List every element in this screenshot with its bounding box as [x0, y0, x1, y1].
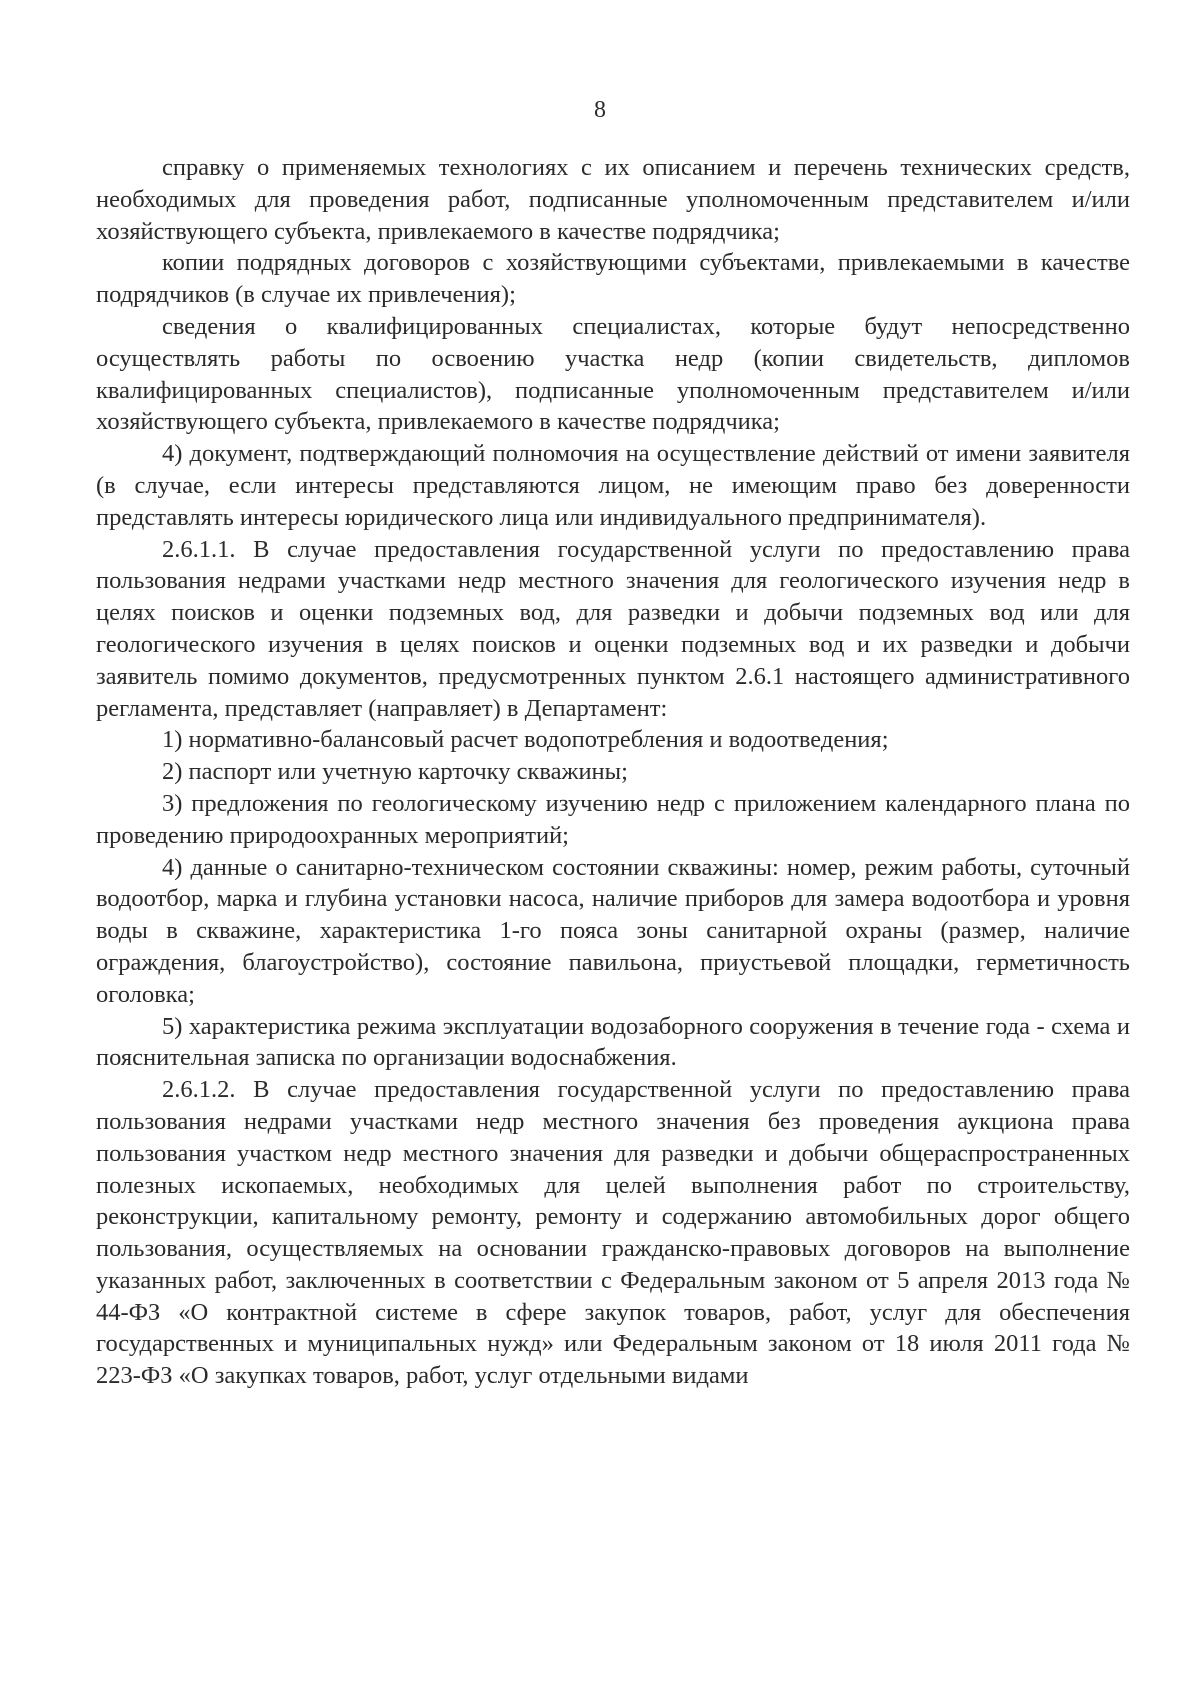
paragraph-2-6-1-2: 2.6.1.2. В случае предоставления государственной услуги по предоставлению права пользования недрами участками недр местного значения без проведения аукциона права пользования участком недр местного значения для разведки и добычи общераспространенных полезных ископаемых, необходимых для целей выполнения работ по строительству, реконструкции, капитальному ремонту, ремонту и содержанию автомобильных дорог общего пользования, осуществляемых на основании гражданско-правовых договоров на выполнение указанных работ, заключенных в соответствии с Федеральным законом от 5 апреля 2013 года № 44-ФЗ «О контрактной системе в сфере закупок товаров, работ, услуг для обеспечения государственных и муниципальных нужд» или Федеральным законом от 18 июля 2011 года № 223-ФЗ «О закупках товаров, работ, услуг отдельными видами — [96, 1076, 1130, 1390]
paragraph-item-4-authority-document: 4) документ, подтверждающий полномочия на осуществление действий от имени заявителя (в случае, если интересы представляются лицом, не имеющим право без доверенности представлять интересы юридического лица или индивидуального предпринимателя). — [96, 440, 1130, 531]
paragraph-item-1-water-balance: 1) нормативно-балансовый расчет водопотребления и водоотведения; — [162, 726, 889, 754]
page-number: 8 — [594, 97, 606, 123]
paragraph-item-4-sanitary-data: 4) данные о санитарно-техническом состоянии скважины: номер, режим работы, суточный водоотбор, марка и глубина установки насоса, наличие приборов для замера водоотбора и уровня воды в скважине, характеристика 1-го пояса зоны санитарной охраны (размер, наличие ограждения, благоустройство), состояние павильона, приустьевой площадки, герметичность оголовка; — [96, 853, 1130, 1008]
paragraph-contract-copies: копии подрядных договоров с хозяйствующими субъектами, привлекаемыми в качестве подрядчиков (в случае их привлечения); — [96, 249, 1130, 309]
paragraph-item-3-proposals: 3) предложения по геологическому изучению недр с приложением календарного плана по проведению природоохранных мероприятий; — [96, 789, 1130, 849]
paragraph-item-5-operation-mode: 5) характеристика режима эксплуатации водозаборного сооружения в течение года - схема и пояснительная записка по организации водоснабжения. — [96, 1012, 1130, 1072]
paragraph-tech-reference: справку о применяемых технологиях с их описанием и перечень технических средств, необходимых для проведения работ, подписанные уполномоченным представителем и/или хозяйствующего субъекта, привлекаемого в качестве подрядчика; — [96, 154, 1130, 245]
paragraph-item-2-well-passport: 2) паспорт или учетную карточку скважины; — [162, 758, 628, 786]
paragraph-specialists-info: сведения о квалифицированных специалистах, которые будут непосредственно осуществлять работы по освоению участка недр (копии свидетельств, дипломов квалифицированных специалистов), подписанные уполномоченным представителем и/или хозяйствующего субъекта, привлекаемого в качестве подрядчика; — [96, 312, 1130, 436]
paragraph-2-6-1-1: 2.6.1.1. В случае предоставления государственной услуги по предоставлению права пользования недрами участками недр местного значения для геологического изучения недр в целях поисков и оценки подземных вод, для разведки и добычи подземных вод или для геологического изучения в целях поисков и оценки подземных вод и их разведки и добычи заявитель помимо документов, предусмотренных пунктом 2.6.1 настоящего административного регламента, представляет (направляет) в Департамент: — [96, 535, 1130, 722]
document-body — [96, 152, 1130, 1392]
